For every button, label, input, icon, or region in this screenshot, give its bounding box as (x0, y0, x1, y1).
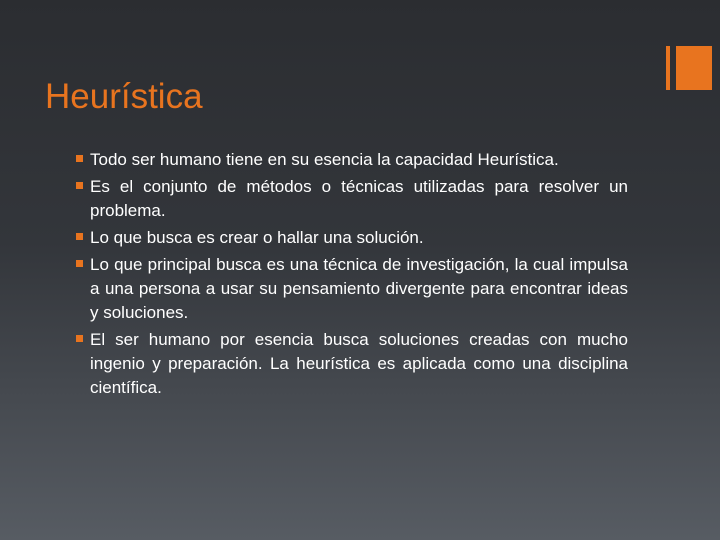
bullet-text: El ser humano por esencia busca soluciones creadas con mucho ingenio y preparación. La heurística es aplicada como una disciplina científica. (90, 330, 628, 397)
bullet-list (76, 148, 628, 403)
bullet-text: Lo que principal busca es una técnica de investigación, la cual impulsa a una persona a usar su pensamiento divergente para encontrar ideas y soluciones. (90, 255, 628, 322)
bullet-item (76, 175, 628, 223)
bullet-text: Es el conjunto de métodos o técnicas utilizadas para resolver un problema. (90, 177, 628, 220)
square-bullet-icon (76, 182, 83, 189)
slide-title: Heurística (45, 77, 203, 116)
bullet-text: Lo que busca es crear o hallar una solución. (90, 228, 424, 247)
square-bullet-icon (76, 155, 83, 162)
bullet-item (76, 253, 628, 325)
bullet-item (76, 328, 628, 400)
accent-bar-thin (666, 46, 670, 90)
bullet-item (76, 148, 628, 172)
square-bullet-icon (76, 260, 83, 267)
square-bullet-icon (76, 335, 83, 342)
bullet-text: Todo ser humano tiene en su esencia la capacidad Heurística. (90, 150, 559, 169)
square-bullet-icon (76, 233, 83, 240)
bullet-item (76, 226, 628, 250)
accent-bar-thick (676, 46, 712, 90)
